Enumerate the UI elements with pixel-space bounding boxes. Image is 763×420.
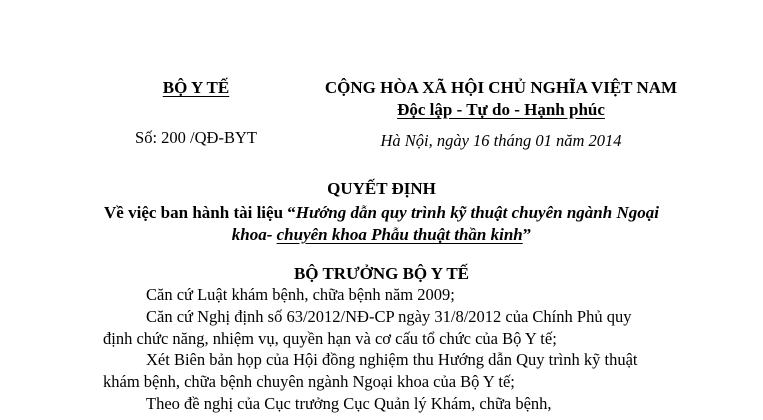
paragraph-legal-basis-2-line-2: định chức năng, nhiệm vụ, quyền hạn và cơ cấu tổ chức của Bộ Y tế; xyxy=(103,329,557,348)
place-and-date: Hà Nội, ngày 16 tháng 01 năm 2014 xyxy=(380,131,622,150)
national-title: CỘNG HÒA XÃ HỘI CHỦ NGHĨA VIỆT NAM xyxy=(324,78,678,97)
paragraph-proposal: Theo đề nghị của Cục trưởng Cục Quản lý Khám, chữa bệnh, xyxy=(146,394,552,413)
paragraph-legal-basis-1: Căn cứ Luật khám bệnh, chữa bệnh năm 2009; xyxy=(146,285,455,304)
subject-title-part-2: khoa- xyxy=(231,225,277,244)
issuing-authority: BỘ TRƯỞNG BỘ Y TẾ xyxy=(293,264,470,283)
document-type-heading: QUYẾT ĐỊNH xyxy=(327,179,436,198)
document-number: Số: 200 /QĐ-BYT xyxy=(135,128,257,147)
subject-title-underlined: chuyên khoa Phẫu thuật thần kinh xyxy=(276,225,523,244)
subject-prefix: Về việc ban hành tài liệu “ xyxy=(104,203,296,222)
issuing-ministry: BỘ Y TẾ xyxy=(162,78,230,97)
subject-line-2 xyxy=(0,226,763,243)
paragraph-review-line-1: Xét Biên bản họp của Hội đồng nghiệm thu Hướng dẫn Quy trình kỹ thuật xyxy=(146,350,638,369)
subject-closing-quote: ” xyxy=(522,225,532,244)
paragraph-legal-basis-2-line-1: Căn cứ Nghị định số 63/2012/NĐ-CP ngày 31/8/2012 của Chính Phủ quy xyxy=(146,307,632,326)
subject-line-1 xyxy=(0,204,763,221)
national-motto: Độc lập - Tự do - Hạnh phúc xyxy=(397,100,605,119)
subject-title-part-1: Hướng dẫn quy trình kỹ thuật chuyên ngành Ngoại xyxy=(295,203,659,222)
paragraph-review-line-2: khám bệnh, chữa bệnh chuyên ngành Ngoại khoa của Bộ Y tế; xyxy=(103,372,515,391)
